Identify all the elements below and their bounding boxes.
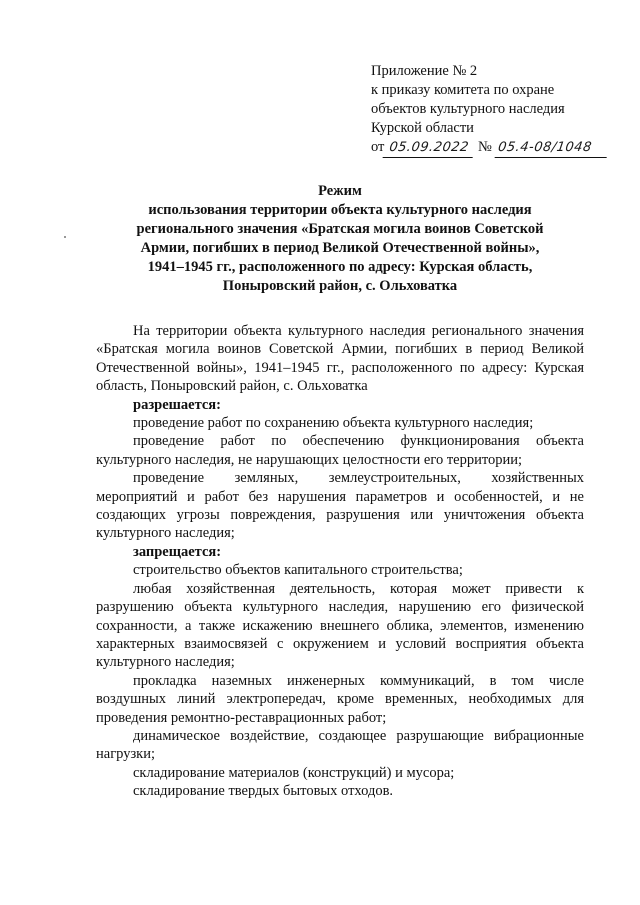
- from-prefix: от: [371, 139, 385, 155]
- allowed-label: разрешается:: [133, 396, 221, 413]
- intro-paragraph: На территории объекта культурного наследия регионального значения «Братская могила воинов Советской Армии, погибших в период Великой Отечественной войны», 1941–1945 гг., расположенного по адресу: Курская область, Поныровский район, с. Ольховатка: [96, 323, 584, 395]
- document-title: [110, 182, 570, 296]
- appendix-region: Курской области: [371, 120, 474, 136]
- forbidden-label: запрещается:: [133, 543, 222, 560]
- appendix-header: [371, 62, 608, 158]
- forbidden-item: складирование материалов (конструкций) и мусора;: [133, 764, 455, 781]
- handwritten-date: 05.09.2022: [383, 138, 476, 158]
- handwritten-order-number: 05.4-08/1048: [494, 138, 609, 158]
- forbidden-item: любая хозяйственная деятельность, которая может привести к разрушению объекта культурного наследия, нарушению его физической сохранности, а также искажению внешнего облика, элементов, изменению характерных взаимосвязей с окружением и условий восприятия объекта культурного наследия;: [96, 580, 584, 671]
- title-line-2: использования территории объекта культурного наследия: [148, 202, 532, 218]
- forbidden-item: складирование твердых бытовых отходов.: [133, 783, 394, 800]
- document-body: [96, 322, 584, 801]
- appendix-order-ref: к приказу комитета по охране: [371, 82, 555, 98]
- forbidden-item: динамическое воздействие, создающее разрушающие вибрационные нагрузки;: [96, 727, 584, 763]
- allowed-item: проведение работ по сохранению объекта культурного наследия;: [133, 415, 534, 432]
- title-line-6: Поныровский район, с. Ольховатка: [222, 278, 458, 294]
- title-line-3: регионального значения «Братская могила воинов Советской: [136, 221, 544, 237]
- appendix-committee: объектов культурного наследия: [371, 101, 565, 117]
- title-line-1: Режим: [318, 183, 362, 199]
- number-label: №: [478, 139, 492, 155]
- forbidden-item: прокладка наземных инженерных коммуникаций, в том числе воздушных линий электропередач, кроме временных, необходимых для проведения ремонтно-реставрационных работ;: [96, 672, 584, 726]
- appendix-date-number-line: [371, 138, 608, 158]
- appendix-number: Приложение № 2: [371, 63, 478, 79]
- title-line-5: 1941–1945 гг., расположенного по адресу: Курская область,: [147, 259, 533, 275]
- forbidden-item: строительство объектов капитального строительства;: [133, 562, 463, 579]
- scan-speck: [64, 236, 66, 238]
- title-line-4: Армии, погибших в период Великой Отечественной войны»,: [140, 240, 540, 256]
- allowed-item: проведение земляных, землеустроительных, хозяйственных мероприятий и работ без нарушения параметров и особенностей, и не создающих угрозы повреждения, разрушения или уничтожения объекта культурного наследия;: [96, 470, 584, 542]
- allowed-item: проведение работ по обеспечению функционирования объекта культурного наследия, не нарушающих целостности его территории;: [96, 433, 584, 468]
